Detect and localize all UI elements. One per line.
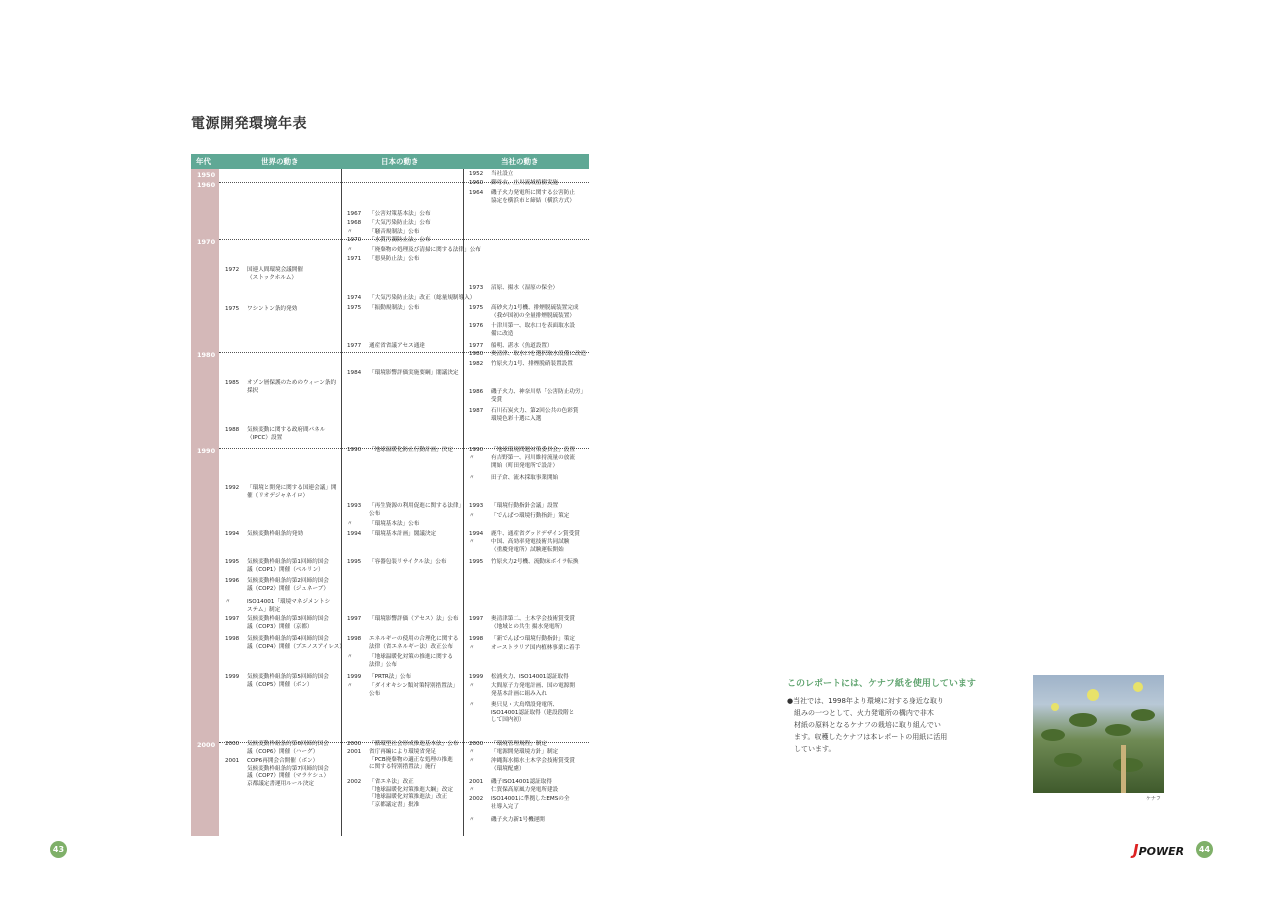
entry-text: 中国、高効率発電技術共同試験 （重慶発電所）試験運転開始	[491, 539, 570, 553]
company-entry	[469, 702, 574, 725]
company-entry	[469, 683, 575, 698]
company-entry	[469, 749, 558, 757]
entry-year: 1992	[225, 485, 240, 491]
japan-entry	[347, 305, 419, 313]
kenaf-caption: ケナフ	[1146, 796, 1161, 802]
timeline-table	[191, 154, 589, 836]
header-japan: 日本の動き	[381, 157, 419, 166]
decade-label: 1970	[197, 238, 216, 246]
japan-entry	[347, 531, 436, 539]
japan-entry	[347, 654, 453, 669]
entry-year: 1974	[347, 295, 362, 301]
entry-text: 気候変動枠組条約第4回締約国会 議（COP4）開催（ブエノスアイレス）	[247, 636, 345, 650]
header-year: 年代	[196, 157, 211, 166]
entry-text: 竹原火力2号機、流動床ボイラ転換	[491, 559, 579, 565]
japan-entry	[347, 616, 458, 624]
entry-year: 〃	[469, 702, 475, 708]
japan-entry	[347, 370, 459, 378]
world-entry	[225, 616, 329, 631]
japan-entry	[347, 741, 459, 749]
entry-year: 1988	[225, 427, 240, 433]
entry-text: 「ダイオキシン類対策特別措置法」 公布	[369, 683, 459, 697]
company-entry	[469, 305, 578, 320]
entry-year: 1980	[469, 351, 484, 357]
entry-text: 仁賀保高原風力発電所建設	[491, 787, 559, 793]
entry-text: 奥清津、取水口を選択取水設備に改造	[491, 351, 587, 357]
entry-year: 1971	[347, 256, 362, 262]
entry-year: 1994	[469, 531, 484, 537]
entry-text: 「地球環境問題対策委員会」設置	[491, 447, 575, 453]
entry-year: 〃	[347, 229, 353, 235]
entry-text: 磯子火力新1号機運開	[491, 817, 545, 823]
entry-text: オーストラリア国内植林事業に着手	[491, 645, 581, 651]
world-entry	[225, 267, 303, 282]
entry-year: 〃	[469, 749, 475, 755]
entry-text: 「地球温暖化防止行動計画」決定	[369, 447, 453, 453]
company-entry	[469, 636, 575, 644]
entry-year: 〃	[469, 683, 475, 689]
japan-entry	[347, 447, 453, 455]
company-entry	[469, 343, 553, 351]
entry-year: 1996	[225, 578, 240, 584]
entry-text: 沖縄海水揚水土木学会技術賞受賞 （環境配慮）	[491, 758, 575, 772]
company-entry	[469, 323, 575, 338]
company-entry	[469, 171, 513, 179]
entry-text: ISO14001に準拠したEMSの全 社導入完了	[491, 796, 570, 810]
kenaf-title: このレポートには、ケナフ紙を使用しています	[787, 679, 976, 689]
world-entry	[225, 306, 297, 314]
entry-year: 〃	[347, 247, 353, 253]
entry-text: 船明、湛水（魚道設置）	[491, 343, 553, 349]
entry-year: 1984	[347, 370, 362, 376]
japan-entry	[347, 237, 431, 245]
japan-entry	[347, 256, 419, 264]
entry-year: 1995	[347, 559, 362, 565]
entry-text: 「環境と開発に関する国連会議」開 催（リオデジャネイロ）	[247, 485, 337, 499]
entry-text: 竹原火力1号、排煙脱硝装置設置	[491, 361, 573, 367]
year-column	[191, 169, 219, 836]
entry-year: 〃	[469, 645, 475, 651]
entry-year: 〃	[469, 513, 475, 519]
entry-year: 〃	[347, 521, 353, 527]
company-entry	[469, 674, 569, 682]
entry-text: エネルギーの使用の合理化に関する 法律（省エネルギー法）改正公布	[369, 636, 459, 650]
world-entry	[225, 674, 329, 689]
entry-year: 2002	[347, 779, 362, 785]
entry-text: 「騒音規制法」公布	[369, 229, 420, 235]
entry-year: 1975	[469, 305, 484, 311]
entry-year: 〃	[469, 817, 475, 823]
entry-year: 1999	[225, 674, 240, 680]
world-entry	[225, 741, 329, 756]
company-entry	[469, 787, 558, 795]
entry-year: 1968	[347, 220, 362, 226]
company-entry	[469, 285, 558, 293]
company-entry	[469, 616, 575, 631]
entry-year: 2000	[225, 741, 240, 747]
company-entry	[469, 408, 578, 423]
world-entry	[225, 380, 336, 395]
japan-entry	[347, 636, 459, 651]
world-entry	[225, 531, 303, 539]
entry-text: 大間原子力発電計画、国の電源開 発基本計画に組み入れ	[491, 683, 575, 697]
entry-text: 「水質汚濁防止法」公布	[369, 237, 431, 243]
japan-entry	[347, 247, 481, 255]
entry-year: 〃	[469, 787, 475, 793]
entry-year: 1999	[469, 674, 484, 680]
column-divider	[341, 169, 342, 836]
entry-year: 1976	[469, 323, 484, 329]
entry-text: 「再生資源の利用促進に関する法律」 公布	[369, 503, 465, 517]
entry-text: 沼原、揚水（湿原の保全）	[491, 285, 559, 291]
entry-text: 「循環型社会形成推進基本法」公布	[369, 741, 459, 747]
entry-text: 高砂火力1号機、排煙脱硫装置完成 （我が国初の全量排煙脱硫装置）	[491, 305, 579, 319]
company-entry	[469, 455, 575, 470]
entry-text: 当社設立	[491, 171, 514, 177]
entry-text: 奥只見・大鳥増設発電所、 ISO14001認証取得（建設段階と して国内初）	[491, 702, 575, 723]
entry-text: 有吉野第一、河川維持流量の放流 開始（町田発電所で設計）	[491, 455, 575, 469]
entry-year: 2002	[469, 796, 484, 802]
entry-text: 「環境行動指針会議」設置	[491, 503, 559, 509]
entry-year: 1993	[347, 503, 362, 509]
entry-year: 〃	[347, 654, 353, 660]
entry-year: 1970	[347, 237, 362, 243]
entry-text: 気候変動に関する政府間パネル （IPCC）設置	[247, 427, 326, 441]
entry-text: 気候変動枠組条約第5回締約国会 議（COP5）開催（ボン）	[247, 674, 329, 688]
entry-text: 「環境管理規程」制定	[491, 741, 547, 747]
company-entry	[469, 779, 552, 787]
entry-text: 「環境影響評価実施要綱」閣議決定	[369, 370, 459, 376]
entry-text: COP6再開会合開催（ボン） 気候変動枠組条約第7回締約国会 議（COP7）開催（マラケシュ） 京都議定書運用ルール決定	[247, 758, 330, 787]
japan-entry	[347, 683, 458, 698]
world-entry	[225, 636, 345, 651]
entry-year: 2001	[469, 779, 484, 785]
decade-label: 1990	[197, 447, 216, 455]
entry-text: 鹿牛、通産省グッドデザイン賞受賞	[491, 531, 580, 537]
entry-text: 「新でんぱつ環境行動指針」策定	[491, 636, 575, 642]
entry-year: 2000	[469, 741, 484, 747]
entry-year: 1972	[225, 267, 240, 273]
company-entry	[469, 447, 575, 455]
entry-year: 1990	[469, 447, 484, 453]
company-entry	[469, 539, 569, 554]
entry-text: 田子倉、流木採取事業開始	[491, 475, 559, 481]
company-entry	[469, 351, 586, 359]
company-entry	[469, 796, 569, 811]
world-entry	[225, 485, 337, 500]
japan-entry	[347, 220, 431, 228]
entry-text: 気候変動枠組条約第3回締約国会 議（COP3）開催（京都）	[247, 616, 329, 630]
company-entry	[469, 475, 558, 483]
japan-entry	[347, 559, 447, 567]
entry-year: 1997	[225, 616, 240, 622]
kenaf-photo	[1033, 675, 1164, 793]
company-entry	[469, 389, 586, 404]
entry-text: 奥清津第二、土木学会技術賞受賞 （地域との共生 揚水発電所）	[491, 616, 575, 630]
entry-text: ISO14001「環境マネジメントシ ステム」制定	[247, 599, 331, 613]
entry-year: 1997	[469, 616, 484, 622]
logo-mark: J	[1133, 841, 1139, 859]
entry-year: 1977	[347, 343, 362, 349]
page-title: 電源開発環境年表	[191, 116, 307, 132]
header-company: 当社の動き	[501, 157, 539, 166]
entry-year: 2000	[347, 741, 362, 747]
entry-year: 〃	[469, 475, 475, 481]
entry-year: 〃	[469, 539, 475, 545]
entry-year: 〃	[469, 455, 475, 461]
japan-entry	[347, 521, 419, 529]
entry-year: 1995	[225, 559, 240, 565]
entry-year: 1994	[347, 531, 362, 537]
entry-text: 「大気汚染防止法」改正（総量規制導入）	[369, 295, 476, 301]
company-entry	[469, 513, 569, 521]
entry-year: 1964	[469, 190, 484, 196]
japan-entry	[347, 779, 453, 809]
entry-text: 「悪臭防止法」公布	[369, 256, 420, 262]
company-entry	[469, 503, 558, 511]
entry-text: 松浦火力、ISO14001認証取得	[491, 674, 569, 680]
entry-year: 1977	[469, 343, 484, 349]
entry-year: 2001	[225, 758, 240, 764]
entry-year: 1973	[469, 285, 484, 291]
entry-year: 〃	[347, 683, 353, 689]
decade-label: 2000	[197, 741, 216, 749]
company-entry	[469, 645, 580, 653]
entry-text: 「でんぱつ環境行動指針」策定	[491, 513, 570, 519]
entry-year: 1998	[469, 636, 484, 642]
entry-year: 〃	[469, 758, 475, 764]
japan-entry	[347, 749, 453, 772]
company-entry	[469, 559, 578, 567]
entry-text: 気候変動枠組条約発効	[247, 531, 303, 537]
entry-text: 石川石炭火力、第2回公共の色彩賞 環境色彩十選に入選	[491, 408, 579, 422]
entry-text: 「省エネ法」改正 「地球温暖化対策推進大綱」改定 「地球温暖化対策推進法」改正 「京都議定書」批准	[369, 779, 453, 808]
entry-year: 1975	[225, 306, 240, 312]
japan-entry	[347, 211, 431, 219]
entry-text: 通産省省議アセス通達	[369, 343, 425, 349]
entry-year: 1994	[225, 531, 240, 537]
entry-text: 「振動規制法」公布	[369, 305, 420, 311]
entry-text: 「環境基本計画」閣議決定	[369, 531, 437, 537]
logo-text: POWER	[1138, 845, 1185, 858]
entry-text: 磯子ISO14001認証取得	[491, 779, 552, 785]
entry-text: 「電源開発環境方針」制定	[491, 749, 559, 755]
page-number-right: 44	[1196, 841, 1213, 858]
entry-year: 1998	[347, 636, 362, 642]
entry-year: 1990	[347, 447, 362, 453]
entry-year: 2001	[347, 749, 362, 755]
decade-label: 1960	[197, 181, 216, 189]
entry-text: 省庁再編により環境省発足 「PCB廃棄物の適正な処理の推進 に関する特別措置法」施行	[369, 749, 453, 770]
entry-text: 御母衣、庄川流域植樹実施	[491, 180, 559, 186]
entry-year: 1999	[347, 674, 362, 680]
decade-label: 1950	[197, 171, 216, 179]
company-entry	[469, 531, 580, 539]
world-entry	[225, 559, 329, 574]
entry-text: ワシントン条約発効	[247, 306, 298, 312]
entry-text: 国連人間環境会議開催 （ストックホルム）	[247, 267, 303, 281]
entry-year: 1982	[469, 361, 484, 367]
japan-entry	[347, 295, 475, 303]
entry-text: 磯子火力発電所に関する公害防止 協定を横浜市と締結（横浜方式）	[491, 190, 575, 204]
entry-text: 「環境影響評価（アセス）法」公布	[369, 616, 459, 622]
entry-text: 「PRTR法」公布	[369, 674, 412, 680]
entry-year: 1987	[469, 408, 484, 414]
entry-text: 「公害対策基本法」公布	[369, 211, 431, 217]
entry-text: 「地球温暖化対策の推進に関する 法律」公布	[369, 654, 453, 668]
world-entry	[225, 427, 325, 442]
entry-year: 1998	[225, 636, 240, 642]
company-entry	[469, 817, 545, 825]
page-number-left: 43	[50, 841, 67, 858]
entry-year: 1967	[347, 211, 362, 217]
entry-text: 「大気汚染防止法」公布	[369, 220, 431, 226]
entry-text: 気候変動枠組条約第2回締約国会 議（COP2）開催（ジュネーブ）	[247, 578, 330, 592]
japan-entry	[347, 674, 411, 682]
entry-year: 1975	[347, 305, 362, 311]
header-world: 世界の動き	[261, 157, 299, 166]
entry-text: 気候変動枠組条約第1回締約国会 議（COP1）開催（ベルリン）	[247, 559, 329, 573]
japan-entry	[347, 229, 419, 237]
entry-text: オゾン層保護のためのウィーン条約 採択	[247, 380, 337, 394]
entry-year: 1993	[469, 503, 484, 509]
entry-year: 1986	[469, 389, 484, 395]
entry-text: 「容器包装リサイクル法」公布	[369, 559, 447, 565]
entry-text: 「廃棄物の処理及び清掃に関する法律」公布	[369, 247, 481, 253]
entry-year: 1960	[469, 180, 484, 186]
world-entry	[225, 578, 329, 593]
entry-text: 気候変動枠組条約第6回締約国会 議（COP6）開催（ハーグ）	[247, 741, 329, 755]
company-entry	[469, 361, 573, 369]
entry-year: 1985	[225, 380, 240, 386]
world-entry	[225, 758, 329, 788]
entry-year: 1995	[469, 559, 484, 565]
entry-year: 〃	[225, 599, 231, 605]
entry-text: 「環境基本法」公布	[369, 521, 420, 527]
entry-year: 1952	[469, 171, 484, 177]
company-entry	[469, 741, 547, 749]
jpower-logo	[1133, 841, 1184, 859]
company-entry	[469, 190, 575, 205]
kenaf-body: ●当社では、1998年より環境に対する身近な取り 組みの一つとして、火力発電所の構内で非木 材紙の原料となるケナフの栽培に取り組んでい ます。収穫したケナフは本レポートの用紙に活用 しています。	[787, 697, 948, 753]
japan-entry	[347, 343, 425, 351]
table-header	[191, 154, 589, 169]
kenaf-plant-image	[1033, 675, 1164, 793]
company-entry	[469, 180, 558, 188]
company-entry	[469, 758, 575, 773]
world-entry	[225, 599, 330, 614]
japan-entry	[347, 503, 464, 518]
entry-text: 十津川第一、取水口を表面取水設 備に改造	[491, 323, 575, 337]
decade-label: 1980	[197, 351, 216, 359]
entry-text: 磯子火力、神奈川県「公害防止功労」 受賞	[491, 389, 587, 403]
entry-year: 1997	[347, 616, 362, 622]
